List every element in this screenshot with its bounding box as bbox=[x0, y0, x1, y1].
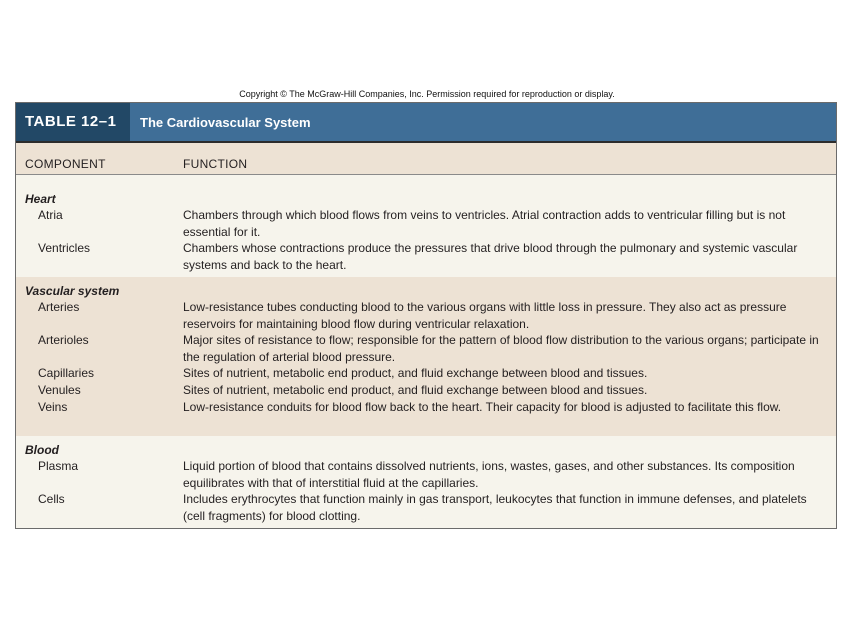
function-text: Liquid portion of blood that contains dissolved nutrients, ions, wastes, gases, and other substances. Its composition equilibrates with that of interstitial fluid at the capillaries. bbox=[183, 459, 795, 490]
function-text: Includes erythrocytes that function mainly in gas transport, leukocytes that function in immune defenses, and platelets (cell fragments) for blood clotting. bbox=[183, 492, 807, 523]
component-label: Cells bbox=[38, 492, 65, 506]
copyright-notice: Copyright © The McGraw-Hill Companies, Inc. Permission required for reproduction or display. bbox=[239, 89, 615, 99]
section-title: Heart bbox=[25, 192, 56, 206]
component-label: Plasma bbox=[38, 459, 79, 473]
column-header-function: FUNCTION bbox=[183, 157, 248, 171]
component-label: Atria bbox=[38, 208, 63, 222]
function-text: Chambers whose contractions produce the pressures that drive blood through the pulmonary and systemic vascular systems and back to the heart. bbox=[183, 241, 798, 272]
function-text: Sites of nutrient, metabolic end product, and fluid exchange between blood and tissues. bbox=[183, 366, 648, 380]
table-title: The Cardiovascular System bbox=[140, 115, 311, 130]
function-text: Major sites of resistance to flow; responsible for the pattern of blood flow distribution to the various organs; participate in the regulation of arterial blood pressure. bbox=[183, 333, 819, 364]
table-title-bar bbox=[16, 103, 836, 143]
component-label: Capillaries bbox=[38, 366, 95, 380]
cardiovascular-table bbox=[15, 102, 837, 529]
component-label: Venules bbox=[38, 383, 81, 397]
component-label: Ventricles bbox=[38, 241, 91, 255]
function-text: Low-resistance conduits for blood flow back to the heart. Their capacity for blood is adjusted to facilitate this flow. bbox=[183, 400, 782, 414]
section-vascular-system bbox=[16, 277, 836, 436]
component-label: Arterioles bbox=[38, 333, 89, 347]
function-text: Chambers through which blood flows from veins to ventricles. Atrial contraction adds to ventricular filling but is not essential for it. bbox=[183, 208, 786, 239]
column-header-component: COMPONENT bbox=[25, 157, 106, 171]
component-label: Arteries bbox=[38, 300, 80, 314]
component-label: Veins bbox=[38, 400, 68, 414]
section-title: Vascular system bbox=[25, 284, 120, 298]
section-heart bbox=[16, 175, 836, 277]
table-header-row bbox=[16, 143, 836, 175]
table-number: TABLE 12–1 bbox=[25, 113, 117, 130]
section-blood bbox=[16, 436, 836, 528]
function-text: Sites of nutrient, metabolic end product, and fluid exchange between blood and tissues. bbox=[183, 383, 648, 397]
function-text: Low-resistance tubes conducting blood to the various organs with little loss in pressure. They also act as pressure reservoirs for maintaining blood flow during ventricular relaxation. bbox=[183, 300, 787, 331]
section-title: Blood bbox=[25, 443, 59, 457]
table-number-box bbox=[16, 103, 130, 141]
